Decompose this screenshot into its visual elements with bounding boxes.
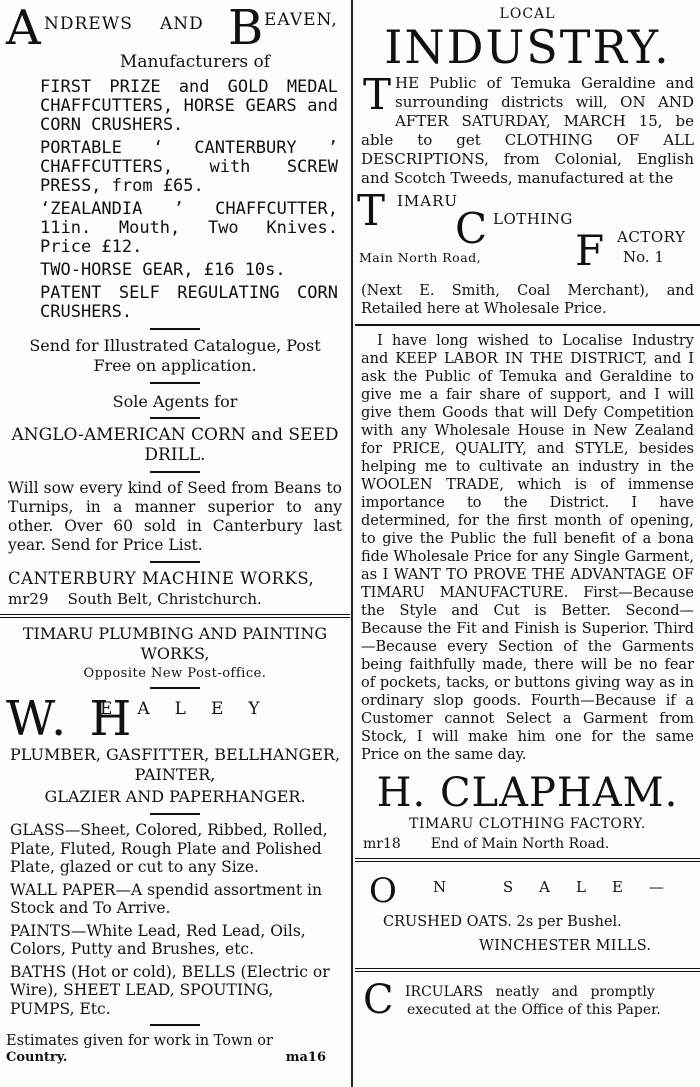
trades-line: PLUMBER, GASFITTER, BELLHANGER, PAINTER, — [9, 745, 341, 784]
next-smith-line: (Next E. Smith, Coal Merchant), and Retailed here at Wholesale Price. — [361, 283, 694, 317]
works-address-line — [8, 590, 342, 608]
sale-ad — [355, 872, 700, 954]
heading-word-beaven: EAVEN, — [264, 10, 338, 30]
product-item: PATENT SELF REGULATING CORN CRUSHERS. — [40, 283, 338, 322]
anglo-american-title: ANGLO-AMERICAN CORN and SEED DRILL. — [11, 425, 339, 465]
initial-f: F — [575, 226, 605, 275]
plumbing-title: TIMARU PLUMBING AND PAINTING WORKS, — [22, 624, 328, 663]
short-rule — [150, 382, 200, 384]
heading-clothing: LOTHING — [493, 210, 573, 228]
initial-t: T — [357, 186, 386, 235]
short-rule — [150, 1024, 200, 1026]
manufacturers-line: Manufacturers of — [119, 52, 271, 72]
factory-heading — [355, 186, 700, 280]
heading-timaru: IMARU — [397, 192, 459, 210]
country-word: Country. — [6, 1050, 68, 1065]
column-divider — [351, 0, 353, 1087]
on-sale-heading — [355, 872, 700, 912]
ad-code: mr18 — [363, 836, 401, 852]
short-rule — [150, 417, 200, 419]
healey-ad — [0, 624, 350, 1065]
drop-cap-t: T — [363, 70, 392, 119]
intro-text: HE Public of Temuka Geraldine and surrounding districts will, ON AND AFTER SATURDAY, MARCH 15, be able to get CLOTHING OF ALL DESCRIPTIONS, from Colonial, English and Scotch Tweeds, manufactured at the — [361, 74, 694, 187]
catalogue-line: Send for Illustrated Catalogue, Post Free on application. — [29, 336, 321, 375]
local-heading: LOCAL — [499, 6, 556, 22]
goods-item: WALL PAPER—A spendid assortment in Stock and To Arrive. — [10, 880, 322, 917]
goods-item: BATHS (Hot or cold), BELLS (Electric or Wire), SHEET LEAD, SPOUTING, PUMPS, Etc. — [10, 962, 330, 1018]
industry-heading: INDUSTRY. — [384, 20, 671, 74]
estimates-line: Estimates given for work in Town or — [6, 1033, 273, 1049]
estimates-footer — [6, 1050, 344, 1065]
sole-agents-line: Sole Agents for — [112, 392, 238, 411]
opposite-post-office: Opposite New Post-office. — [83, 666, 267, 681]
right-column — [355, 0, 700, 1087]
drill-description: Will sow every kind of Seed from Beans to Turnips, in a manner superior to any other. Over 60 sold in Canterbury last year. Send for Price List. — [8, 479, 342, 554]
clapham-ad — [355, 6, 700, 852]
heading-factory: ACTORY — [617, 228, 686, 246]
mills-line: WINCHESTER MILLS. — [479, 938, 652, 954]
product-item: TWO-HORSE GEAR, £16 10s. — [40, 260, 286, 280]
factory-name: TIMARU CLOTHING FACTORY. — [409, 816, 646, 832]
oats-line: CRUSHED OATS. 2s per Bushel. — [383, 914, 622, 930]
trades-line: GLAZIER AND PAPERHANGER. — [44, 787, 306, 806]
short-rule — [150, 813, 200, 815]
healey-surname: EALEY — [100, 699, 285, 719]
initial-a: A — [6, 0, 41, 56]
ad-separator — [355, 968, 700, 972]
clapham-name: H. CLAPHAM. — [376, 770, 679, 816]
circulars-ad — [355, 978, 700, 1028]
healey-initials: W. H — [6, 691, 136, 747]
product-item: ‘ZEALANDIA ’ CHAFFCUTTER, 11in. Mouth, Two Knives. Price £12. — [40, 199, 338, 257]
clapham-footer — [363, 836, 692, 852]
heading-word-and: AND — [160, 14, 204, 34]
andrews-heading — [0, 0, 350, 56]
circulars-line: executed at the Office of this Paper. — [407, 1002, 661, 1018]
short-rule — [150, 561, 200, 563]
product-item: PORTABLE ‘ CANTERBURY ’ CHAFFCUTTERS, with SCREW PRESS, from £65. — [40, 138, 338, 196]
intro-paragraph — [361, 70, 694, 188]
circulars-line: IRCULARS neatly and promptly — [405, 984, 655, 1000]
short-rule — [150, 471, 200, 473]
sale-title: N SALE— — [433, 878, 690, 896]
goods-item: PAINTS—White Lead, Red Lead, Oils, Colors, Putty and Brushes, etc. — [10, 921, 306, 958]
initial-b: B — [228, 0, 264, 56]
andrews-beaven-ad — [0, 0, 350, 608]
healey-name — [0, 691, 350, 747]
end-road: End of Main North Road. — [430, 836, 610, 852]
ad-code: mr29 — [8, 590, 49, 608]
heading-word-andrews: NDREWS — [44, 14, 133, 34]
short-rule — [150, 687, 200, 689]
factory-number: No. 1 — [623, 248, 664, 266]
main-body: I have long wished to Localise Industry and KEEP LABOR IN THE DISTRICT, and I ask the Public of Temuka and Geraldine to give me a fair share of support, and I will give them Goods that will Defy Competition with any Wholesale House in New Zealand for PRICE, QUALITY, and STYLE, besides helping me to cultivate an industry in the WOOLEN TRADE, which is of immense importance to the District. I have determined, for the first month of opening, to give the Public the full benefit of a bona fide Wholesale Price for any Single Garment, as I WANT TO PROVE THE ADVANTAGE OF TIMARU MANUFACTURE. First—Because the Style and Cut is Better. Second—Because the Fit and Finish is Superior. Third—Because every Section of the Garments being faithfully made, there will be no fear of pockets, tacks, or buttons giving way as in ordinary slop goods. Fourth—Because if a Customer cannot Select a Garment from Stock, I will make him one for the same Price on the same day. — [361, 333, 694, 763]
works-address: South Belt, Christchurch. — [67, 590, 262, 608]
goods-item: GLASS—Sheet, Colored, Ribbed, Rolled, Plate, Fluted, Rough Plate and Polished Plate, glazed or cut to any Size. — [10, 821, 328, 876]
ad-code: ma16 — [285, 1050, 326, 1065]
rule — [355, 324, 700, 326]
initial-c: C — [455, 204, 488, 253]
initial-c: C — [363, 977, 394, 1023]
short-rule — [150, 328, 200, 330]
ad-separator — [355, 858, 700, 862]
initial-o: O — [369, 871, 397, 911]
main-north-road: Main North Road, — [359, 250, 482, 265]
product-item: FIRST PRIZE and GOLD MEDAL CHAFFCUTTERS, HORSE GEARS and CORN CRUSHERS. — [40, 77, 338, 135]
works-name: CANTERBURY MACHINE WORKS, — [8, 569, 315, 588]
ad-separator — [0, 614, 350, 618]
